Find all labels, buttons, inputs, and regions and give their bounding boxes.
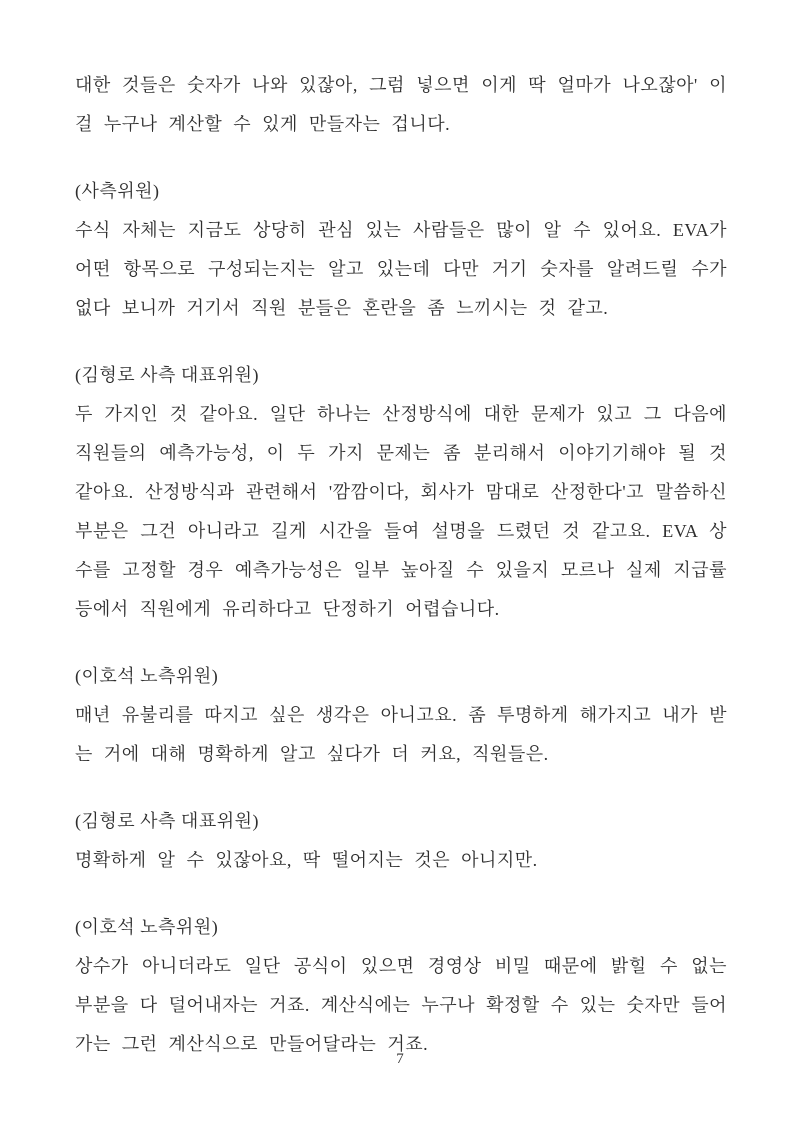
transcript-section	[75, 908, 727, 1064]
speaker-label: (사측위원)	[75, 181, 160, 201]
transcript-section	[75, 802, 727, 880]
speaker-label: (김형로 사측 대표위원)	[75, 365, 259, 385]
paragraph-text: 명확하게 알 수 있잖아요, 딱 떨어지는 것은 아니지만.	[75, 850, 538, 870]
transcript-section	[75, 356, 727, 629]
transcript-section	[75, 657, 727, 774]
paragraph-text: 대한 것들은 숫자가 나와 있잖아, 그럼 넣으면 이게 딱 얼마가 나오잖아' 이걸 누구나 계산할 수 있게 만들자는 겁니다.	[75, 75, 727, 134]
paragraph-text: 두 가지인 것 같아요. 일단 하나는 산정방식에 대한 문제가 있고 그 다음에 직원들의 예측가능성, 이 두 가지 문제는 좀 분리해서 이야기기해야 될 것 같아요. 산정방식과 관련해서 '깜깜이다, 회사가 맘대로 산정한다'고 말씀하신 부분은 그건 아니라고 길게 시간을 들여 설명을 드렸던 것 같고요. EVA 상수를 고정할 경우 예측가능성은 일부 높아질 수 있을지 모르나 실제 지급률 등에서 직원에게 유리하다고 단정하기 어렵습니다.	[75, 404, 727, 619]
transcript-section	[75, 172, 727, 328]
speaker-label: (김형로 사측 대표위원)	[75, 811, 259, 831]
speaker-label: (이호석 노측위원)	[75, 917, 219, 937]
page-number: 7	[396, 1051, 404, 1067]
paragraph-text: 상수가 아니더라도 일단 공식이 있으면 경영상 비밀 때문에 밝힐 수 없는 부분을 다 덜어내자는 거죠. 계산식에는 누구나 확정할 수 있는 숫자만 들어가는 그런 계산식으로 만들어달라는 거죠.	[75, 956, 727, 1054]
document-body	[75, 66, 727, 1064]
paragraph-text: 매년 유불리를 따지고 싶은 생각은 아니고요. 좀 투명하게 해가지고 내가 받는 거에 대해 명확하게 알고 싶다가 더 커요, 직원들은.	[75, 705, 727, 764]
speaker-label: (이호석 노측위원)	[75, 666, 219, 686]
paragraph-text: 수식 자체는 지금도 상당히 관심 있는 사람들은 많이 알 수 있어요. EVA가 어떤 항목으로 구성되는지는 알고 있는데 다만 거기 숫자를 알려드릴 수가 없다 보니까 거기서 직원 분들은 혼란을 좀 느끼시는 것 같고.	[75, 220, 727, 318]
transcript-section-continuation	[75, 66, 727, 144]
